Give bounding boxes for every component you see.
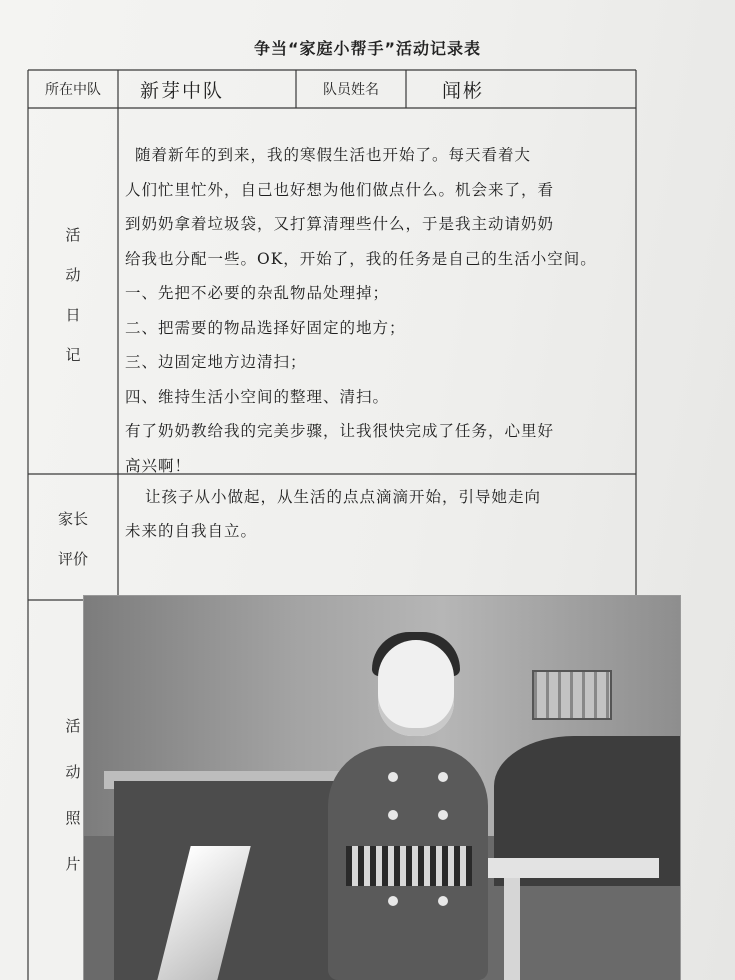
photo-girl-face [378, 640, 454, 736]
photo-coat-button [438, 772, 448, 782]
photo-coat-button [388, 772, 398, 782]
diary-label-char: 记 [65, 346, 81, 364]
parent-comment [125, 480, 645, 548]
diary-label-char: 日 [65, 306, 81, 324]
photo-label-char: 照 [65, 809, 81, 827]
diary-line: 有了奶奶教给我的完美步骤，让我很快完成了任务，心里好 [125, 422, 555, 440]
photo-table-leg [504, 878, 520, 980]
photo-girl-coat-pattern [346, 846, 472, 886]
photo-label-char: 片 [65, 855, 81, 873]
parent-label-line: 家长 [57, 510, 88, 528]
member-label: 队员姓名 [323, 82, 379, 98]
squad-value: 新芽中队 [140, 80, 225, 102]
photo-label-char: 活 [65, 717, 81, 735]
photo-small-table [479, 858, 659, 878]
parent-line: 让孩子从小做起，从生活的点点滴滴开始，引导她走向 [145, 488, 542, 506]
diary-line: 高兴啊！ [125, 456, 192, 475]
photo-coat-button [388, 896, 398, 906]
photo-wall-frame [532, 670, 612, 720]
photo-label-char: 动 [65, 763, 81, 781]
diary-line: 人们忙里忙外，自己也好想为他们做点什么。机会来了，看 [125, 180, 555, 199]
member-value: 闻彬 [442, 80, 485, 102]
diary-line: 给我也分配一些。OK，开始了，我的任务是自己的生活小空间。 [125, 249, 597, 268]
diary-label-char: 动 [65, 266, 81, 284]
photo-coat-button [438, 896, 448, 906]
photo-coat-button [388, 810, 398, 820]
activity-photo [84, 596, 680, 980]
diary-label-char: 活 [65, 226, 81, 244]
diary-line: 四、维持生活小空间的整理、清扫。 [125, 387, 390, 406]
photo-coat-button [438, 810, 448, 820]
diary-line: 到奶奶拿着垃圾袋，又打算清理些什么，于是我主动请奶奶 [125, 215, 555, 233]
diary-line: 三、边固定地方边清扫； [125, 353, 307, 371]
squad-label: 所在中队 [45, 82, 101, 98]
parent-line: 未来的自我自立。 [125, 522, 258, 540]
diary-text [125, 138, 645, 483]
diary-line: 一、先把不必要的杂乱物品处理掉； [125, 284, 390, 302]
form-title: 争当“家庭小帮手”活动记录表 [253, 39, 482, 58]
diary-line: 随着新年的到来，我的寒假生活也开始了。每天看着大 [135, 146, 532, 164]
diary-line: 二、把需要的物品选择好固定的地方； [125, 318, 406, 337]
parent-label-line: 评价 [57, 550, 88, 568]
